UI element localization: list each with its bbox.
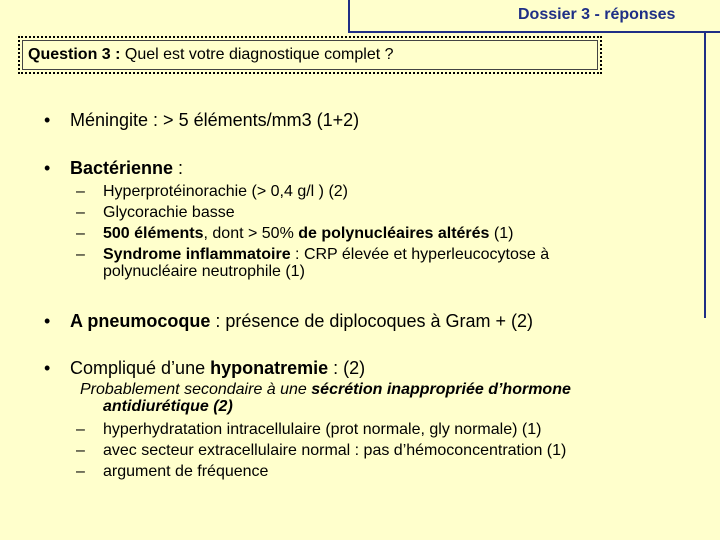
sub-item-text: Glycorachie basse (103, 204, 235, 221)
dash-glyph: – (76, 463, 85, 480)
bacterienne-suffix: : (173, 158, 184, 178)
bacterienne-label: Bactérienne (70, 158, 174, 178)
dash-glyph: – (76, 421, 85, 438)
bullet-glyph: • (44, 110, 51, 130)
bullet-glyph: • (44, 311, 51, 331)
hyponatremie-suffix: : (2) (328, 358, 366, 378)
dash-glyph: – (76, 225, 85, 242)
sub-item-text-line2: polynucléaire neutrophile (1) (103, 263, 305, 280)
dash-glyph: – (76, 246, 85, 263)
sub-item-bold: Syndrome inflammatoire (103, 246, 291, 263)
question-box (18, 36, 602, 74)
note-bold-line2: antidiurétique (2) (103, 398, 233, 415)
header-rule-vertical (348, 0, 350, 32)
question-body: Quel est votre diagnostique complet ? (120, 46, 394, 63)
pneumocoque-text: : présence de diplocoques à Gram + (2) (210, 311, 534, 331)
bullet-meningite (70, 110, 359, 131)
bullet-hyponatremie (70, 358, 365, 379)
sub-item-syndrome (103, 246, 549, 280)
hyponatremie-prefix: Compliqué d’une (70, 358, 211, 378)
sub-item-hyperhydratation (103, 421, 541, 438)
sub-item-secteur (103, 442, 566, 459)
header-rule-horizontal (348, 31, 720, 33)
pneumocoque-label: A pneumocoque (70, 311, 211, 331)
sub-item-bold: de polynucléaires altérés (298, 225, 490, 242)
sub-item-glycorachie (103, 204, 235, 221)
sub-item-text: (1) (489, 225, 514, 242)
sub-item-text: Hyperprotéinorachie (> 0,4 g/l ) (2) (103, 183, 348, 200)
sub-item-elements (103, 225, 513, 242)
dash-glyph: – (76, 183, 85, 200)
sub-item-proteinorachie (103, 183, 348, 200)
question-text (28, 46, 394, 64)
sub-item-bold: 500 éléments (103, 225, 204, 242)
right-rule (704, 32, 706, 318)
dash-glyph: – (76, 442, 85, 459)
hyponatremie-label: hyponatremie (210, 358, 329, 378)
sub-item-text: avec secteur extracellulaire normal : pas d’hémoconcentration (1) (103, 442, 567, 459)
bullet-meningite-text: Méningite : > 5 éléments/mm3 (1+2) (70, 110, 360, 130)
hyponatremie-note (80, 381, 571, 415)
note-bold: sécrétion inappropriée d’hormone (311, 381, 571, 398)
sub-item-text: : CRP élevée et hyperleucocytose à (290, 246, 550, 263)
sub-item-text: , dont > 50% (203, 225, 299, 242)
bullet-bacterienne (70, 158, 183, 179)
bullet-glyph: • (44, 158, 51, 178)
question-label: Question 3 : (28, 46, 121, 63)
sub-item-frequence (103, 463, 268, 480)
sub-item-text: argument de fréquence (103, 463, 269, 480)
bullet-pneumocoque (70, 311, 533, 332)
sub-item-text: hyperhydratation intracellulaire (prot normale, gly normale) (1) (103, 421, 542, 438)
note-text: Probablement secondaire à une (80, 381, 312, 398)
dash-glyph: – (76, 204, 85, 221)
bullet-glyph: • (44, 358, 51, 378)
header-title: Dossier 3 - réponses (518, 6, 676, 23)
